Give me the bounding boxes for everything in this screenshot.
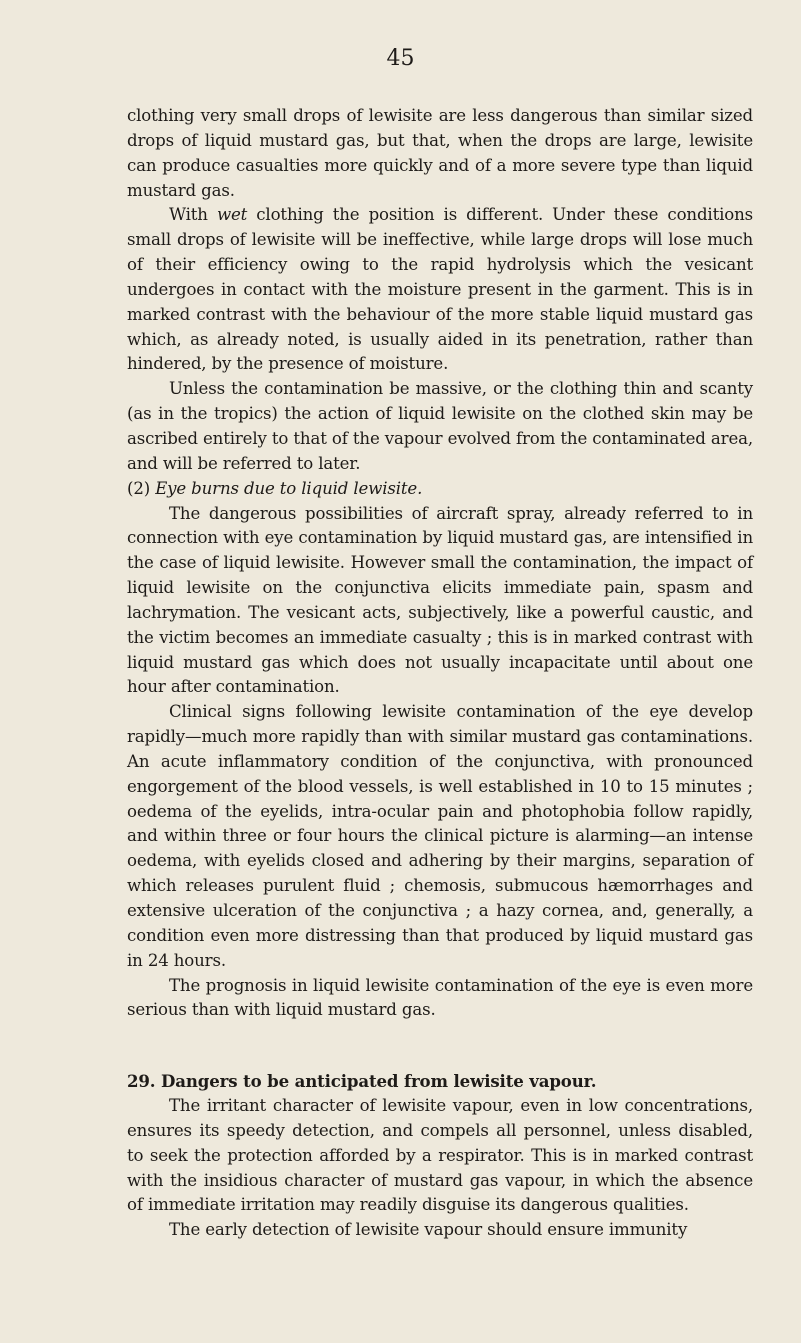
document-body — [127, 104, 753, 1243]
subsection-title: Eye burns due to liquid lewisite. — [155, 478, 423, 498]
page-number: 45 — [386, 46, 415, 71]
paragraph: The dangerous possibilities of aircraft spray, already referred to in connection with eye contamination by liquid mustard gas, are intensified in the case of liquid lewisite. However small the contamination, the impact of liquid lewisite on the conjunctiva elicits immediate pain, spasm and lachrymation. The vesicant acts, subjectively, like a powerful caustic, and the victim becomes an immediate casualty ; this is in marked contrast with liquid mustard gas which does not usually incapacitate until about one hour after contamination. — [127, 503, 753, 697]
paragraph: Clinical signs following lewisite contamination of the eye develop rapidly—much more rapidly than with similar mustard gas contaminations. An acute inflammatory condition of the conjunctiva, with pronounced engorgement of the blood vessels, is well established in 10 to 15 minutes ; oedema of the eyelids, intra-ocular pain and photophobia follow rapidly, and within three or four hours the clinical picture is alarming—an intense oedema, with eyelids closed and adhering by their margins, separation of which releases purulent fluid ; chemosis, submucous hæmorrhages and extensive ulceration of the conjunctiva ; a hazy cornea, and, generally, a condition even more distressing than that produced by liquid mustard gas in 24 hours. — [127, 702, 753, 970]
paragraph: The prognosis in liquid lewisite contamination of the eye is even more serious than with liquid mustard gas. — [127, 975, 753, 1020]
paragraph: clothing very small drops of lewisite are less dangerous than similar sized drops of liquid mustard gas, but that, when the drops are large, lewisite can produce casualties more quickly and of a more severe type than liquid mustard gas. — [127, 106, 753, 200]
subsection-number: (2) — [127, 478, 151, 498]
paragraph: Unless the contamination be massive, or the clothing thin and scanty (as in the tropics) the action of liquid lewisite on the clothed skin may be ascribed entirely to that of the vapour evolved from the contaminated area, and will be referred to later. — [127, 379, 753, 473]
paragraph: The early detection of lewisite vapour should ensure immunity — [169, 1220, 688, 1240]
paragraph — [127, 203, 753, 377]
paragraph-text: clothing the position is different. Under these conditions small drops of lewisite will be ineffective, while large drops will lose much of their efficiency owing to the rapid hydrolysis which the vesicant undergoes in contact with the moisture present in the garment. This is in marked contrast with the behaviour of the more stable liquid mustard gas which, as already noted, is usually aided in its penetration, rather than hindered, by the presence of moisture. — [127, 205, 754, 374]
section-heading: 29. Dangers to be anticipated from lewisite vapour. — [127, 1071, 597, 1092]
emphasis: wet — [216, 205, 248, 225]
paragraph-text: With — [169, 205, 217, 225]
subsection-heading — [127, 477, 753, 502]
paragraph: The irritant character of lewisite vapour, even in low concentrations, ensures its speedy detection, and compels all personnel, unless disabled, to seek the protection afforded by a respirator. This is in marked contrast with the insidious character of mustard gas vapour, in which the absence of immediate irritation may readily disguise its dangerous qualities. — [127, 1096, 753, 1215]
